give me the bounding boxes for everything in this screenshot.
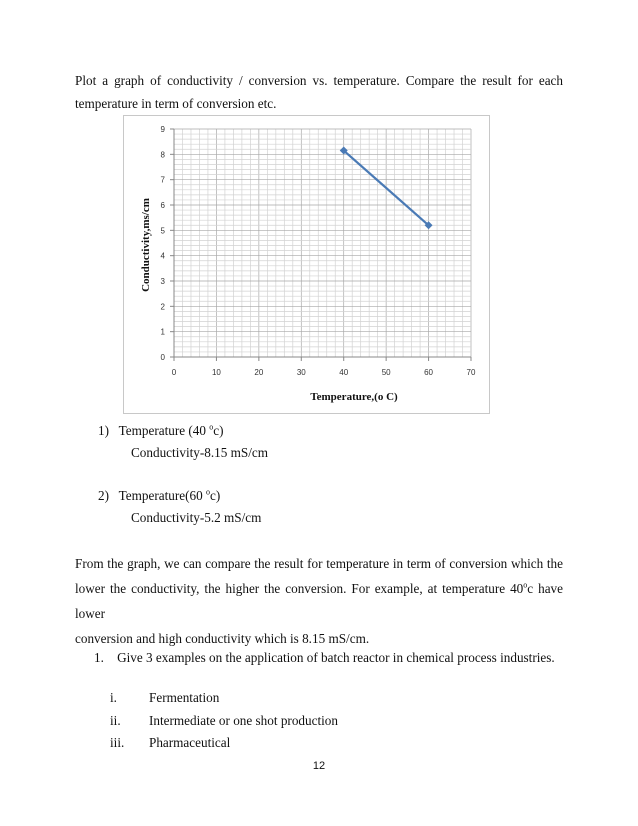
y-tick-label: 4 bbox=[160, 251, 165, 261]
discussion-line-1: From the graph, we can compare the result for temperature in term of conversion which the bbox=[75, 556, 563, 571]
x-tick-label: 40 bbox=[339, 368, 349, 377]
discussion-paragraph bbox=[75, 551, 563, 651]
x-tick-label: 0 bbox=[171, 368, 177, 377]
result-1-temp-prefix: Temperature (40 bbox=[118, 423, 210, 438]
intro-paragraph bbox=[75, 69, 563, 115]
y-tick-label: 1 bbox=[160, 327, 165, 337]
result-2-temp-suffix: c) bbox=[209, 488, 221, 503]
intro-line-1: Plot a graph of conductivity / conversion vs. temperature. Compare the result for each bbox=[75, 73, 563, 88]
example-1-number: i. bbox=[110, 690, 117, 705]
question-1 bbox=[94, 650, 555, 666]
y-tick-label: 7 bbox=[160, 175, 165, 185]
x-tick-label: 30 bbox=[296, 368, 306, 377]
result-2-temperature bbox=[98, 488, 220, 504]
example-1-text: Fermentation bbox=[149, 690, 220, 705]
result-1-number: 1) bbox=[98, 423, 109, 438]
discussion-degree: o bbox=[523, 580, 528, 590]
x-tick-label: 20 bbox=[254, 368, 264, 377]
result-2-conductivity: Conductivity-5.2 mS/cm bbox=[131, 510, 262, 525]
example-2-text: Intermediate or one shot production bbox=[149, 713, 338, 728]
intro-line-2: temperature in term of conversion etc. bbox=[75, 96, 277, 111]
result-2-degree: o bbox=[205, 487, 210, 497]
x-tick-label: 70 bbox=[466, 368, 476, 377]
y-tick-label: 8 bbox=[160, 150, 165, 160]
result-1-degree: o bbox=[209, 422, 214, 432]
y-tick-label: 0 bbox=[160, 353, 165, 362]
y-tick-label: 3 bbox=[160, 277, 165, 286]
y-axis-title: Conductivity,ms/cm bbox=[140, 198, 152, 292]
x-tick-label: 10 bbox=[211, 368, 221, 377]
result-1-conductivity: Conductivity-8.15 mS/cm bbox=[131, 445, 269, 460]
result-2-temp-prefix: Temperature(60 bbox=[118, 488, 206, 503]
y-tick-label: 6 bbox=[160, 201, 165, 210]
y-tick-label: 2 bbox=[160, 302, 165, 312]
question-number: 1. bbox=[94, 650, 104, 665]
discussion-line-2 bbox=[75, 576, 563, 626]
y-tick-label: 5 bbox=[160, 226, 165, 236]
example-3-number: iii. bbox=[110, 735, 125, 750]
result-1-temp-suffix: c) bbox=[213, 423, 224, 438]
discussion-line-2-text: lower the conductivity, the higher the conversion. For example, at temperature 40 bbox=[75, 581, 524, 596]
result-2-number: 2) bbox=[98, 488, 109, 503]
x-tick-label: 50 bbox=[381, 368, 391, 377]
discussion-line-2-end: c have lower bbox=[75, 581, 563, 621]
question-text: Give 3 examples on the application of batch reactor in chemical process industries. bbox=[117, 650, 555, 665]
chart-svg bbox=[124, 116, 489, 413]
example-2-number: ii. bbox=[110, 713, 121, 728]
result-1-temperature bbox=[98, 423, 224, 439]
x-tick-label: 60 bbox=[424, 368, 434, 377]
example-3-text: Pharmaceutical bbox=[149, 735, 231, 750]
page-number: 12 bbox=[312, 760, 326, 772]
discussion-line-3: conversion and high conductivity which is 8.15 mS/cm. bbox=[75, 631, 370, 646]
y-tick-label: 9 bbox=[160, 125, 165, 134]
conductivity-chart bbox=[123, 115, 490, 414]
x-axis-title: Temperature,(o C) bbox=[310, 391, 398, 403]
